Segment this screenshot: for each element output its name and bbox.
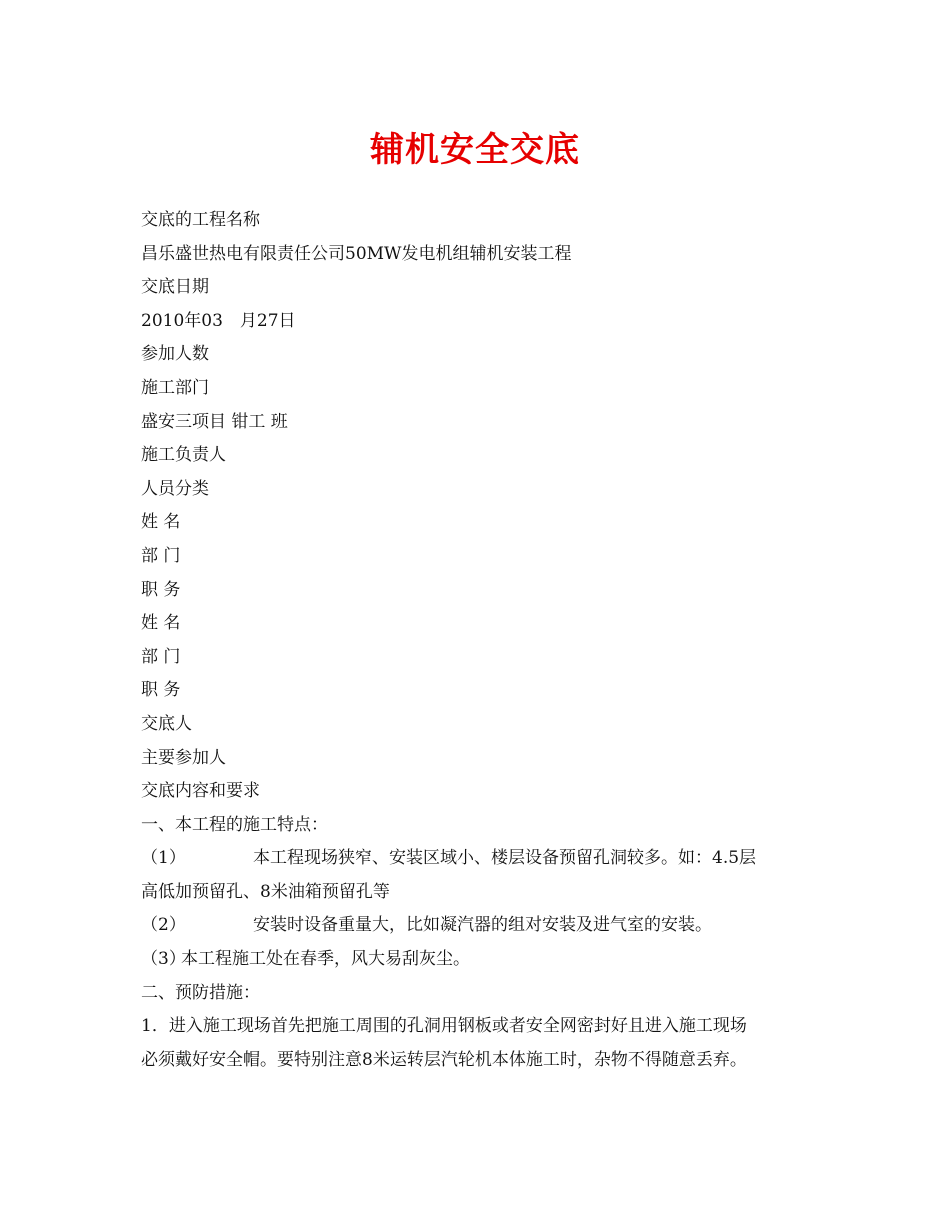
feature-item-2-text: 安装时设备重量大，比如凝汽器的组对安装及进气室的安装。 <box>253 915 712 936</box>
feature-item-3-text: 本工程施工处在春季，风大易刮灰尘。 <box>181 949 470 970</box>
document-title: 辅机安全交底 <box>370 130 580 170</box>
feature-item-1-continuation: 高低加预留孔、8米油箱预留孔等 <box>141 881 390 902</box>
section-heading-2: 二、预防措施： <box>141 982 260 1003</box>
position-label-1: 职 务 <box>141 579 181 600</box>
department-label-2: 部 门 <box>141 646 181 667</box>
project-name: 昌乐盛世热电有限责任公司50MW发电机组辅机安装工程 <box>141 243 572 264</box>
measure-1-line-2: 必须戴好安全帽。要特别注意8米运转层汽轮机本体施工时，杂物不得随意丢弃。 <box>141 1049 747 1070</box>
date-label: 交底日期 <box>141 277 209 298</box>
dept-value: 盛安三项目 钳工 班 <box>141 411 288 432</box>
date-value: 2010年03 月27日 <box>141 310 296 331</box>
category-label: 人员分类 <box>141 478 209 499</box>
participants-label: 参加人数 <box>141 344 209 365</box>
feature-item-2-number: （2） <box>141 915 186 936</box>
leader-label: 施工负责人 <box>141 445 226 466</box>
feature-item-3 <box>141 943 813 977</box>
document-body <box>141 204 813 1077</box>
feature-item-3-number: （3） <box>141 949 186 970</box>
name-label-1: 姓 名 <box>141 512 181 533</box>
department-label-1: 部 门 <box>141 545 181 566</box>
position-label-2: 职 务 <box>141 680 181 701</box>
presenter-label: 交底人 <box>141 713 192 734</box>
measure-1-line-1: 1．进入施工现场首先把施工周围的孔洞用钢板或者安全网密封好且进入施工现场 <box>141 1016 747 1037</box>
dept-label: 施工部门 <box>141 377 209 398</box>
name-label-2: 姓 名 <box>141 613 181 634</box>
feature-item-1 <box>141 842 813 876</box>
feature-item-2 <box>141 909 813 943</box>
section-heading-1: 一、本工程的施工特点： <box>141 814 328 835</box>
feature-item-1-number: （1） <box>141 848 186 869</box>
feature-item-1-text: 本工程现场狭窄、安装区域小、楼层设备预留孔洞较多。如：4.5层 <box>253 848 757 869</box>
project-name-label: 交底的工程名称 <box>141 210 260 230</box>
content-label: 交底内容和要求 <box>141 781 260 802</box>
main-participants-label: 主要参加人 <box>141 747 226 768</box>
